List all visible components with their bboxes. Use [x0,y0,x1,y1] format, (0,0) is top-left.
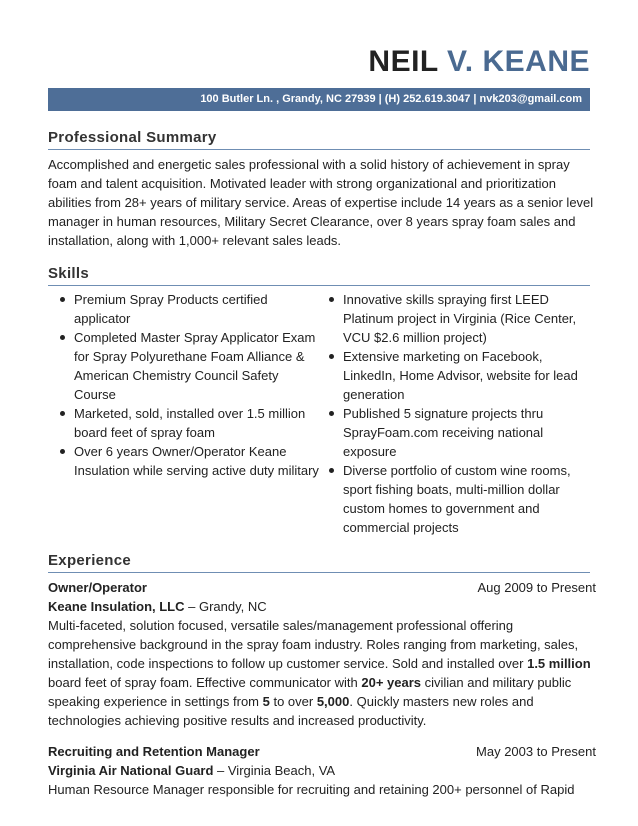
summary-heading: Professional Summary [48,128,590,150]
skills-list-right [329,290,589,537]
job-title: Recruiting and Retention Manager [48,744,260,759]
contact-bar: 100 Butler Ln. , Grandy, NC 27939 | (H) 252.619.3047 | nvk203@gmail.com [48,88,590,111]
skills-heading: Skills [48,264,590,286]
desc-text: to over [269,694,317,709]
job-dates: Aug 2009 to Present [477,580,596,595]
desc-text: . Quickly masters new roles and technologies achieving positive results and increased productivity. [48,694,534,728]
skill-item: Over 6 years Owner/Operator Keane Insulation while serving active duty military [60,442,322,480]
skill-item: Extensive marketing on Facebook, LinkedIn, Home Advisor, website for lead generation [329,347,589,404]
job-company [48,761,335,780]
job-dates: May 2003 to Present [476,744,596,759]
desc-text: board feet of spray foam. Effective communicator with [48,675,362,690]
desc-bold: 5,000 [316,694,350,709]
company-name: Keane Insulation, LLC [48,599,185,614]
summary-text: Accomplished and energetic sales professional with a solid history of achievement in spray foam and talent acquisition. Motivated leader with strong organizational and prioritization abilities from 28+ years of military service. Areas of expertise include 14 years as a senior level manager in human resources, Military Secret Clearance, over 8 years spray foam sales and installation, along with 1,000+ relevant sales leads. [48,157,594,248]
name-rest: V. KEANE [447,45,590,78]
skill-item: Published 5 signature projects thru SprayFoam.com receiving national exposure [329,404,589,461]
desc-text: Multi-faceted, solution focused, versatile sales/management professional offering comprehensive background in the spray foam industry. Roles ranging from marketing, sales, installation, code inspections to follow up customer service. Sold and installed over [48,618,579,671]
desc-bold: 1.5 million [527,656,591,671]
skill-item: Marketed, sold, installed over 1.5 million board feet of spray foam [60,404,322,442]
name-first: NEIL [368,45,439,78]
job-description [48,616,596,730]
company-name: Virginia Air National Guard [48,763,214,778]
company-location: – Virginia Beach, VA [213,763,336,778]
skill-item: Innovative skills spraying first LEED Platinum project in Virginia (Rice Center, VCU $2.6 million project) [329,290,589,347]
desc-bold: 20+ years [361,675,422,690]
desc-bold: 5 [262,694,270,709]
candidate-name [368,44,590,80]
skills-list-left [60,290,322,480]
job-company [48,597,267,616]
skill-item: Premium Spray Products certified applicator [60,290,322,328]
job-title: Owner/Operator [48,580,147,595]
skill-item: Diverse portfolio of custom wine rooms, sport fishing boats, multi-million dollar custom homes to government and commercial projects [329,461,589,537]
company-location: – Grandy, NC [184,599,267,614]
experience-heading: Experience [48,551,590,573]
desc-text: civilian and military public speaking experience in settings from [48,675,572,709]
skill-item: Completed Master Spray Applicator Exam for Spray Polyurethane Foam Alliance & American Chemistry Council Safety Course [60,328,322,404]
job-description: Human Resource Manager responsible for recruiting and retaining 200+ personnel of Rapid [48,782,575,797]
